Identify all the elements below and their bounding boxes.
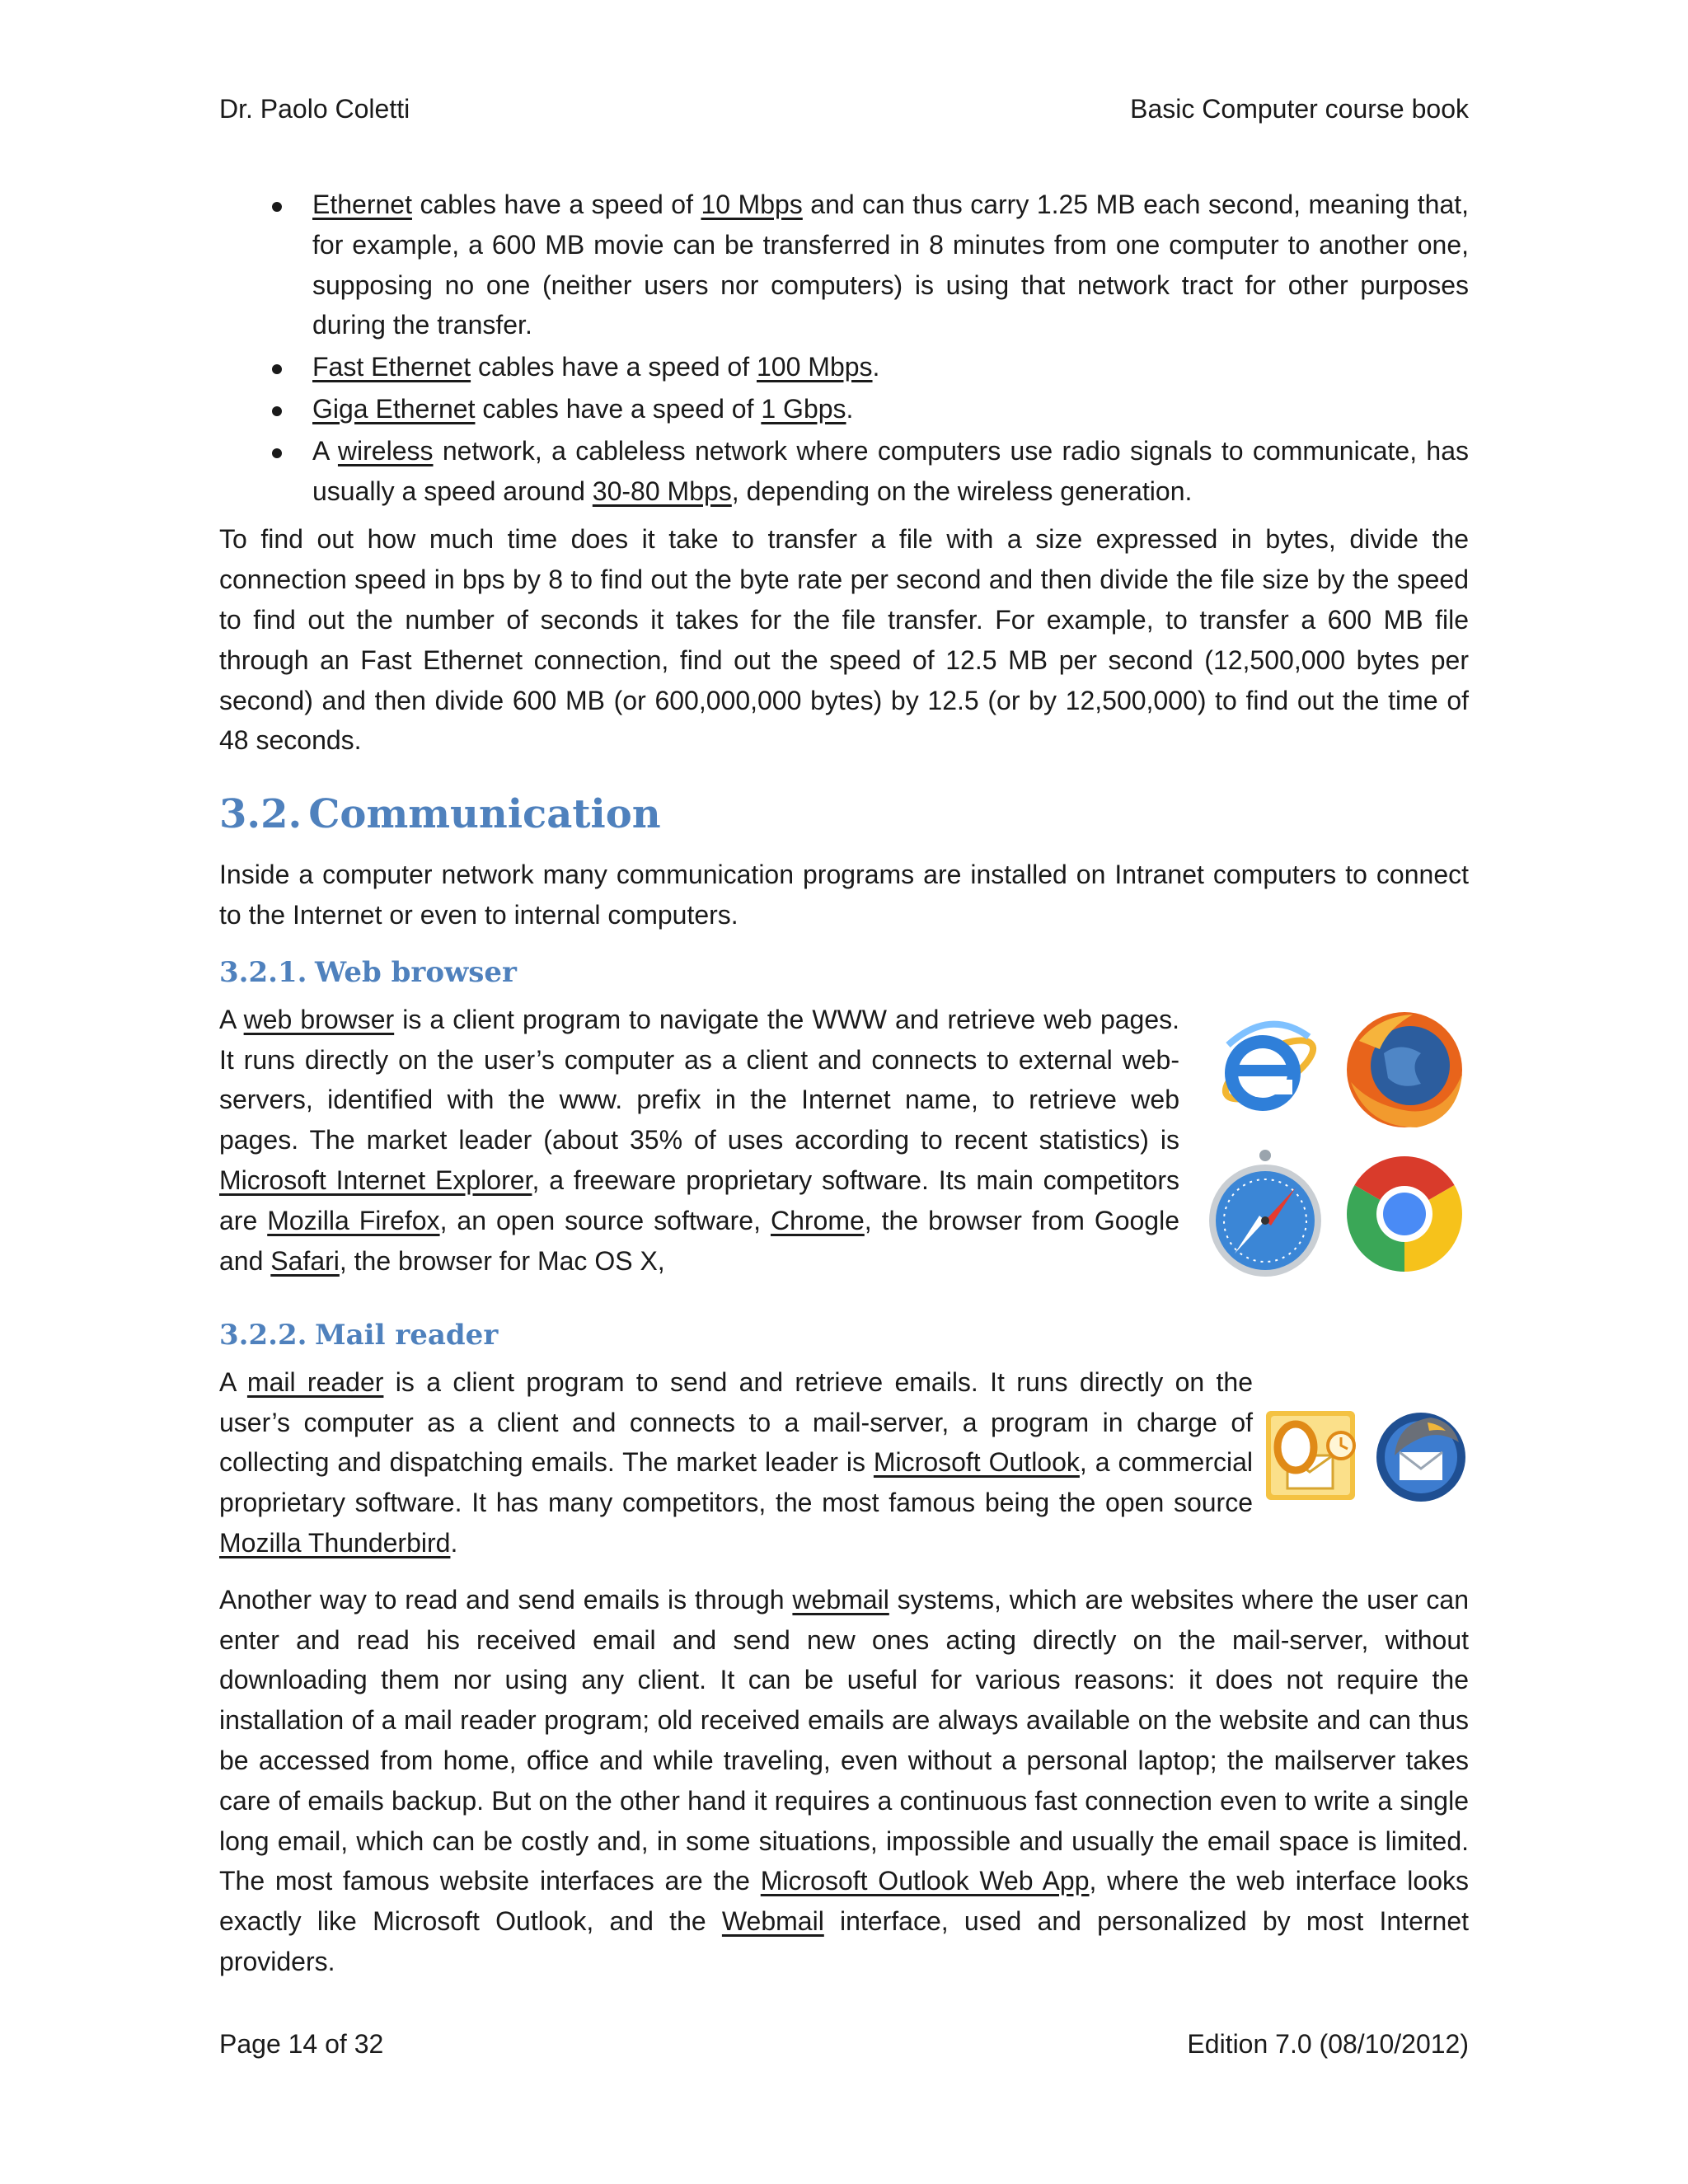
link-outlook[interactable]: Microsoft Outlook <box>873 1447 1080 1478</box>
list-item: Giga Ethernet cables have a speed of 1 Gbps. <box>219 389 1469 429</box>
link-firefox[interactable]: Mozilla Firefox <box>267 1205 440 1235</box>
section-number: 3.2. <box>219 791 302 838</box>
speed-list <box>219 185 1469 511</box>
subsection-number: 3.2.1. <box>219 955 307 989</box>
bullet-dot <box>272 406 282 416</box>
safari-icon <box>1201 1147 1330 1282</box>
bullet-dot <box>272 448 282 458</box>
page-content <box>219 185 1469 1982</box>
subsection-title: Mail reader <box>315 1318 499 1352</box>
bullet-dot <box>272 202 282 212</box>
link-safari[interactable]: Safari <box>270 1245 340 1276</box>
section-intro: Inside a computer network many communication programs are installed on Intranet computers to connect to the Internet or even to internal computers. <box>219 860 1469 930</box>
link-wireless[interactable]: wireless <box>337 435 434 466</box>
link-mail-reader[interactable]: mail reader <box>246 1366 384 1397</box>
link-chrome[interactable]: Chrome <box>770 1205 865 1235</box>
subsection-number: 3.2.2. <box>219 1318 307 1352</box>
subsection-heading-web-browser <box>219 952 1469 993</box>
list-item: Ethernet cables have a speed of 10 Mbps and can thus carry 1.25 MB each second, meaning that, for example, a 600 MB movie can be transferred in 8 minutes from one computer to another one, supposing no one (neither users nor computers) is using that network tract for other purposes during the transfer. <box>219 185 1469 345</box>
mail-reader-paragraph: A mail reader is a client program to send and retrieve emails. It runs directly on the user’s computer as a client and connects to a mail-server, a program in charge of collecting and dispatching emails. The market leader is Microsoft Outlook, a commercial proprietary software. It has many competitors, the most famous being the open source Mozilla Thunderbird. <box>219 1366 1254 1558</box>
spacer <box>219 1563 1469 1580</box>
link-100mbps[interactable]: 100 Mbps <box>757 352 873 382</box>
subsection-title: Web browser <box>315 955 517 989</box>
link-web-browser[interactable]: web browser <box>243 1004 395 1034</box>
internet-explorer-icon <box>1201 1003 1330 1137</box>
browser-logos <box>1201 1003 1469 1282</box>
link-outlook-web-app[interactable]: Microsoft Outlook Web App <box>760 1866 1090 1896</box>
link-thunderbird[interactable]: Mozilla Thunderbird <box>219 1527 451 1558</box>
header-author: Dr. Paolo Coletti <box>219 94 410 124</box>
link-ethernet[interactable]: Ethernet <box>312 190 412 219</box>
webmail-paragraph: Another way to read and send emails is through webmail systems, which are websites where the user can enter and read his received email and send new ones acting directly on the mail-server, without downloading them nor using any client. It can be useful for various reasons: it does not require the installation of a mail reader program; old received emails are always available on the website and can thus be accessed from home, office and while traveling, even without a personal laptop; the mailserver takes care of emails backup. But on the other hand it requires a continuous fast connection even to write a single long email, which can be costly and, in some situations, impossible and usually the email space is limited. The most famous website interfaces are the Microsoft Outlook Web App, where the web interface looks exactly like Microsoft Outlook, and the Webmail interface, used and personalized by most Internet providers. <box>219 1584 1470 1976</box>
link-fast-ethernet[interactable]: Fast Ethernet <box>312 352 471 382</box>
list-item: A wireless network, a cableless network where computers use radio signals to communicate, has usually a speed around 30-80 Mbps, depending on the wireless generation. <box>219 431 1469 512</box>
page-number: Page 14 of 32 <box>219 2029 384 2059</box>
link-giga-ethernet[interactable]: Giga Ethernet <box>312 393 476 424</box>
header-book-title: Basic Computer course book <box>1130 94 1469 124</box>
page-footer <box>219 2027 1469 2060</box>
mail-logos <box>1263 1402 1469 1509</box>
web-browser-block <box>219 1000 1469 1282</box>
mail-reader-block <box>219 1362 1469 1563</box>
chrome-icon <box>1340 1147 1470 1282</box>
outlook-icon <box>1263 1406 1362 1505</box>
list-item: Fast Ethernet cables have a speed of 100 Mbps. <box>219 347 1469 387</box>
section-heading <box>219 789 1469 840</box>
edition-info: Edition 7.0 (08/10/2012) <box>1187 2029 1469 2059</box>
section-title: Communication <box>308 791 661 838</box>
link-webmail-interface[interactable]: Webmail <box>721 1906 824 1937</box>
transfer-paragraph: To find out how much time does it take to transfer a file with a size expressed in bytes, divide the connection speed in bps by 8 to find out the byte rate per second and then divide the file size by the speed to find out the number of seconds it takes for the file transfer. For example, to transfer a 600 MB file through an Fast Ethernet connection, find out the speed of 12.5 MB per second (12,500,000 bytes per second) and then divide 600 MB (or 600,000,000 bytes) by 12.5 (or by 12,500,000) to find out the time of 48 seconds. <box>219 524 1469 756</box>
firefox-icon <box>1340 1003 1470 1137</box>
bullet-dot <box>272 364 282 374</box>
link-internet-explorer[interactable]: Microsoft Internet Explorer <box>219 1165 532 1195</box>
page-header <box>219 92 1469 125</box>
link-webmail[interactable]: webmail <box>792 1584 889 1615</box>
link-1gbps[interactable]: 1 Gbps <box>761 393 846 424</box>
thunderbird-icon <box>1370 1406 1469 1505</box>
spacer <box>219 1282 1469 1298</box>
subsection-heading-mail-reader <box>219 1315 1469 1356</box>
link-30-80mbps[interactable]: 30-80 Mbps <box>592 476 732 506</box>
web-browser-paragraph: A web browser is a client program to navigate the WWW and retrieve web pages. It runs directly on the user’s computer as a client and connects to external web-servers, identified with the www. prefix in the Internet name, to retrieve web pages. The market leader (about 35% of uses according to recent statistics) is Microsoft Internet Explorer, a freeware proprietary software. Its main competitors are Mozilla Firefox, an open source software, Chrome, the browser from Google and Safari, the browser for Mac OS X, <box>219 1004 1180 1276</box>
link-10mbps[interactable]: 10 Mbps <box>701 190 803 219</box>
